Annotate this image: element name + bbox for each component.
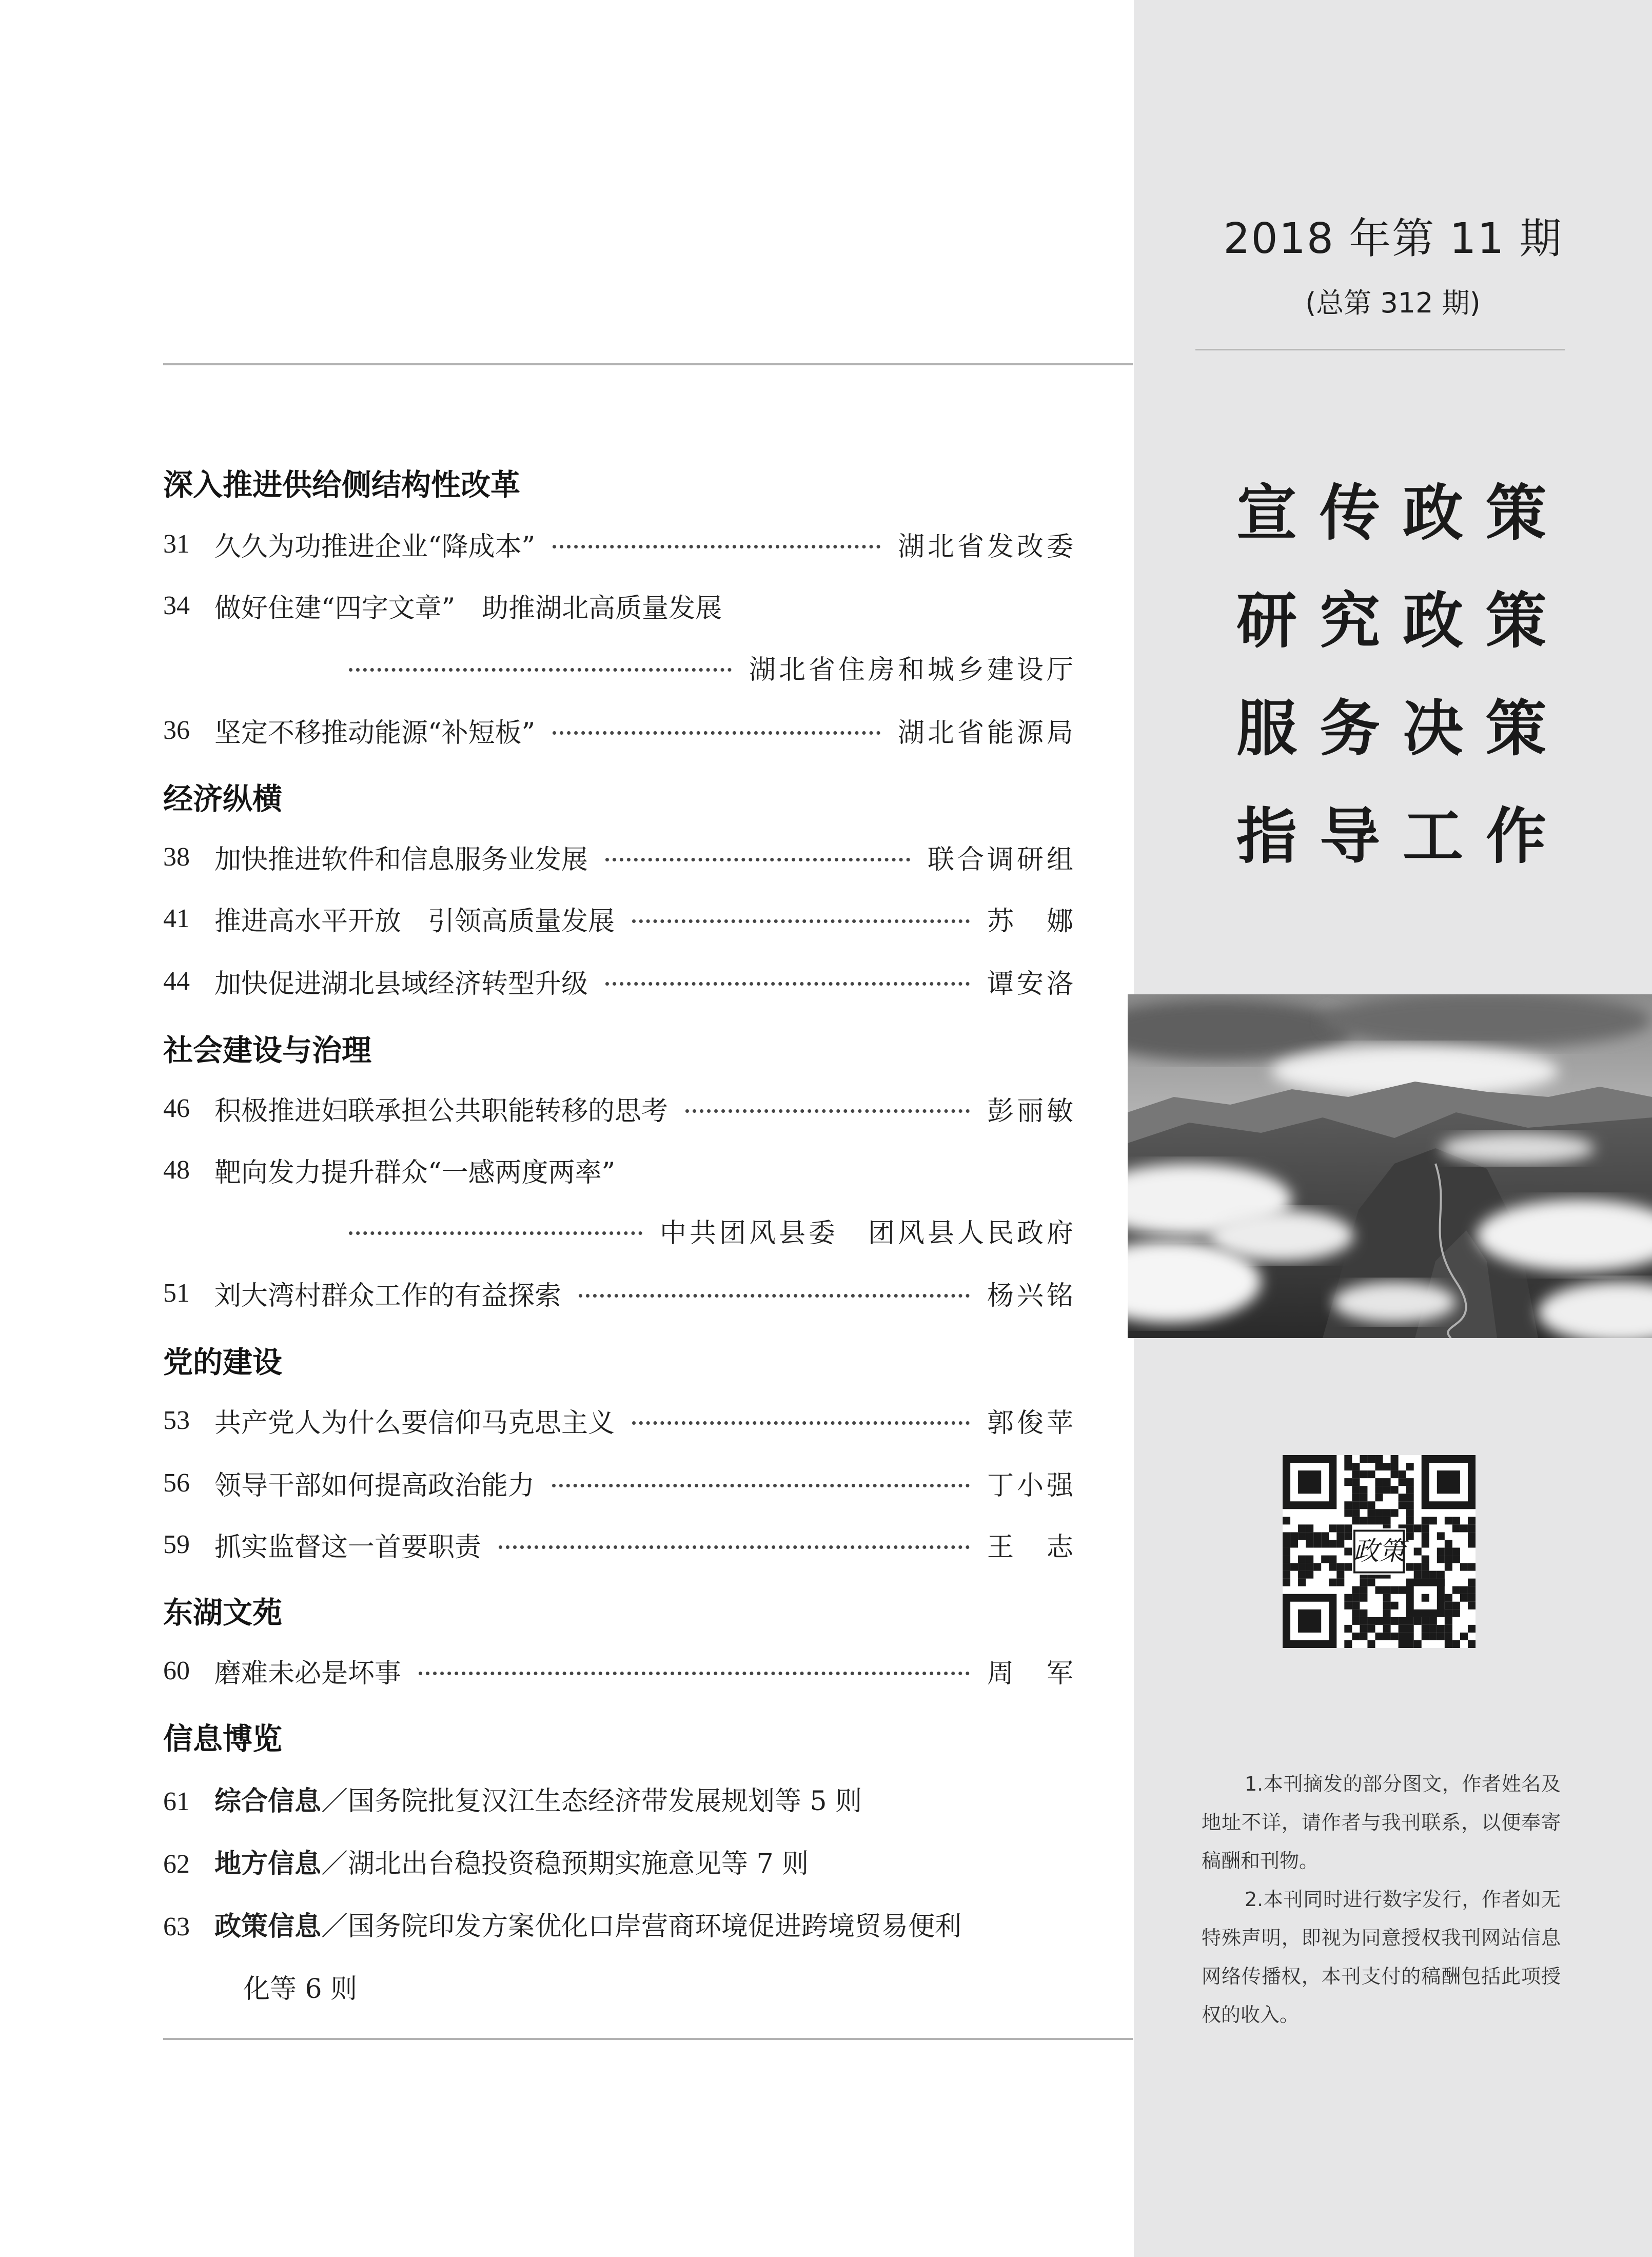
bottom-divider [163, 2038, 1133, 2040]
entry-title: 靶向发力提升群众“一感两度两率” [214, 1157, 616, 1188]
toc-entry[interactable] [163, 710, 1076, 751]
entry-author: 苏 娜 [987, 906, 1076, 937]
entry-title: 积极推进妇联承担公共职能转移的思考 [214, 1095, 668, 1127]
entry-author: 谭安洛 [987, 968, 1076, 999]
page-number: 34 [163, 591, 190, 620]
page-number: 63 [163, 1912, 190, 1941]
section-heading: 深入推进供给侧结构性改革 [163, 467, 521, 502]
section-heading: 东湖文苑 [163, 1595, 283, 1630]
slogan-line: 研究政策 [1236, 585, 1569, 656]
dot-leader [553, 545, 880, 548]
entry-title: ／湖北出台稳投资稳预期实施意见等 7 则 [321, 1849, 809, 1879]
toc-entry[interactable] [163, 960, 1076, 1002]
page-number: 61 [163, 1787, 190, 1816]
toc-entry[interactable] [163, 1272, 1076, 1313]
entry-title: ／国务院印发方案优化口岸营商环境促进跨境贸易便利 [321, 1911, 962, 1942]
info-entry[interactable] [163, 1842, 1087, 1880]
dot-leader [605, 858, 910, 861]
page-number: 38 [163, 842, 190, 872]
page-number: 60 [163, 1656, 190, 1685]
dot-leader [632, 1421, 970, 1425]
entry-author: 联合调研组 [927, 844, 1076, 875]
mountain-landscape-photo [1128, 994, 1652, 1338]
entry-title: 做好住建“四字文章” 助推湖北高质量发展 [214, 593, 722, 624]
page-number: 31 [163, 529, 190, 559]
dot-leader [632, 919, 970, 923]
dot-leader [419, 1672, 970, 1675]
entry-author: 湖北省住房和城乡建设厅 [749, 654, 1076, 685]
dot-leader [552, 1484, 970, 1487]
slogan-line: 指导工作 [1236, 800, 1569, 872]
entry-title: 加快推进软件和信息服务业发展 [214, 844, 588, 875]
slogan-line: 服务决策 [1236, 693, 1569, 764]
section-heading: 社会建设与治理 [163, 1033, 372, 1068]
toc-entry[interactable] [163, 1524, 1076, 1565]
page-number: 46 [163, 1093, 190, 1123]
page-number: 44 [163, 966, 190, 996]
entry-author: 丁小强 [987, 1470, 1076, 1501]
issue-total: (总第 312 期) [1305, 287, 1481, 319]
entry-title: 磨难未必是坏事 [214, 1658, 402, 1689]
note-paragraph: 2.本刊同时进行数字发行，作者如无特殊声明，即视为同意授权我刊网站信息网络传播权，本刊支付的稿酬包括此项授权的收入。 [1202, 1888, 1561, 2026]
info-entry[interactable] [163, 1779, 1087, 1818]
page-number: 48 [163, 1155, 190, 1185]
page-number: 56 [163, 1468, 190, 1498]
toc-entry[interactable] [163, 523, 1076, 564]
info-category: 综合信息 [214, 1786, 322, 1817]
section-heading: 信息博览 [163, 1721, 283, 1756]
entry-title: 刘大湾村群众工作的有益探索 [214, 1280, 562, 1311]
info-category: 地方信息 [214, 1849, 322, 1879]
sidebar-divider [1195, 349, 1565, 350]
section-heading: 经济纵横 [163, 781, 283, 816]
note-paragraph: 1.本刊摘发的部分图文，作者姓名及地址不详，请作者与我刊联系，以便奉寄稿酬和刊物。 [1202, 1773, 1561, 1872]
dot-leader [553, 731, 880, 735]
entry-author: 中共团风县委 团风县人民政府 [659, 1218, 1076, 1249]
toc-entry[interactable] [163, 1149, 1076, 1190]
copyright-notes [1202, 1765, 1561, 2034]
page-number: 36 [163, 715, 190, 745]
entry-title: 领导干部如何提高政治能力 [214, 1470, 535, 1501]
toc-entry[interactable] [163, 836, 1076, 877]
entry-title-continuation: 化等 6 则 [243, 1974, 358, 2005]
entry-title: 加快促进湖北县域经济转型升级 [214, 968, 588, 999]
qr-code [1283, 1455, 1476, 1648]
entry-author: 王 志 [987, 1532, 1076, 1563]
dot-leader [349, 668, 732, 672]
qr-code-graphic [1283, 1455, 1476, 1648]
dot-leader [349, 1231, 642, 1235]
entry-title: 共产党人为什么要信仰马克思主义 [214, 1407, 615, 1439]
toc-entry[interactable] [163, 1088, 1076, 1129]
toc-entry[interactable] [163, 1462, 1076, 1503]
dot-leader [579, 1294, 970, 1298]
entry-author: 杨兴铭 [987, 1280, 1076, 1311]
entry-title: 久久为功推进企业“降成本” [214, 531, 536, 562]
page-number: 41 [163, 904, 190, 933]
dot-leader [499, 1545, 970, 1549]
top-divider [163, 363, 1133, 365]
toc-entry[interactable] [163, 898, 1076, 939]
entry-author: 湖北省能源局 [897, 717, 1076, 749]
toc-entry-continuation [349, 646, 1076, 688]
page-number: 53 [163, 1405, 190, 1435]
toc-entry[interactable] [163, 1400, 1076, 1441]
entry-title: 推进高水平开放 引领高质量发展 [214, 906, 615, 937]
entry-author: 郭俊苹 [987, 1407, 1076, 1439]
page-number: 59 [163, 1529, 190, 1559]
info-entry[interactable] [163, 1905, 1087, 1943]
toc-entry-continuation [349, 1210, 1076, 1251]
dot-leader [685, 1109, 970, 1113]
dot-leader [605, 982, 970, 986]
page-number: 51 [163, 1278, 190, 1308]
photo-illustration [1128, 994, 1652, 1338]
issue-number: 2018 年第 11 期 [1223, 214, 1563, 263]
entry-author: 周 军 [987, 1658, 1076, 1689]
entry-title: 抓实监督这一首要职责 [214, 1532, 482, 1563]
entry-title: 坚定不移推动能源“补短板” [214, 717, 536, 749]
info-category: 政策信息 [214, 1911, 322, 1942]
section-heading: 党的建设 [163, 1345, 283, 1380]
entry-author: 湖北省发改委 [897, 531, 1076, 562]
qr-center-text: 政策 [1352, 1536, 1406, 1567]
page-number: 62 [163, 1850, 190, 1879]
entry-title: ／国务院批复汉江生态经济带发展规划等 5 则 [321, 1786, 862, 1817]
slogan-line: 宣传政策 [1236, 477, 1569, 548]
toc-entry[interactable] [163, 585, 1076, 626]
entry-author: 彭丽敏 [987, 1095, 1076, 1127]
toc-entry[interactable] [163, 1650, 1076, 1691]
